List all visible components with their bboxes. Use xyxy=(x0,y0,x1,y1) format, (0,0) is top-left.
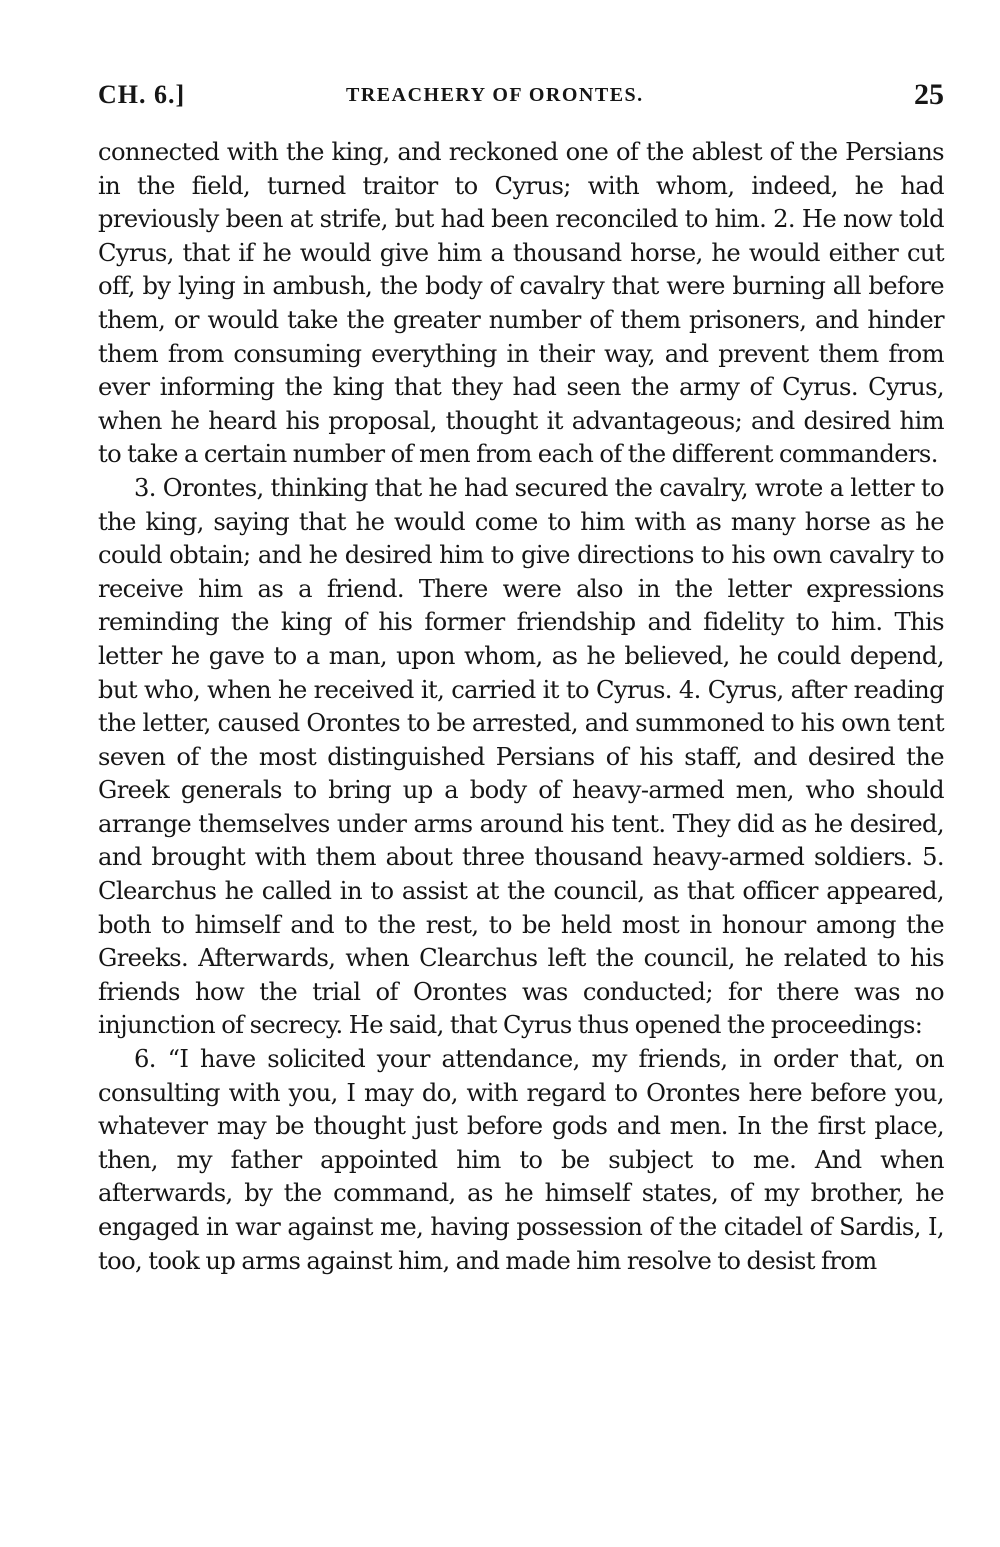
page-number: 25 xyxy=(914,78,944,111)
chapter-marker: CH. 6.] xyxy=(98,80,186,109)
running-head xyxy=(98,80,944,116)
paragraph-continuation: connected with the king, and reckoned one of the ablest of the Persians in the field, turned traitor to Cyrus; with whom, indeed, he had previously been at strife, but had been reconciled to him. 2. He now told Cyrus, that if he would give him a thousand horse, he would either cut off, by lying in ambush, the body of cavalry that were burning all before them, or would take the greater number of them prisoners, and hinder them from consuming everything in their way, and prevent them from ever informing the king that they had seen the army of Cyrus. Cyrus, when he heard his proposal, thought it advantageous; and desired him to take a certain number of men from each of the different commanders. xyxy=(98,138,944,469)
body-text xyxy=(98,136,944,1278)
paragraph-section-3: 3. Orontes, thinking that he had secured the cavalry, wrote a letter to the king, saying that he would come to him with as many horse as he could obtain; and he desired him to give directions to his own cavalry to receive him as a friend. There were also in the letter expressions reminding the king of his former friendship and fidelity to him. This letter he gave to a man, upon whom, as he believed, he could depend, but who, when he received it, carried it to Cyrus. 4. Cyrus, after reading the letter, caused Orontes to be arrested, and summoned to his own tent seven of the most distinguished Persians of his staff, and desired the Greek generals to bring up a body of heavy-armed men, who should arrange themselves under arms around his tent. They did as he desired, and brought with them about three thousand heavy-armed soldiers. 5. Clearchus he called in to assist at the council, as that officer appeared, both to himself and to the rest, to be held most in honour among the Greeks. Afterwards, when Clearchus left the council, he related to his friends how the trial of Orontes was conducted; for there was no injunction of secrecy. He said, that Cyrus thus opened the proceedings: xyxy=(98,473,944,1040)
paragraph-section-6: 6. “I have solicited your attendance, my friends, in order that, on consulting with you, I may do, with regard to Orontes here before you, whatever may be thought just before gods and men. In the first place, then, my father appointed him to be subject to me. And when afterwards, by the command, as he himself states, of my brother, he engaged in war against me, having possession of the citadel of Sardis, I, too, took up arms against him, and made him resolve to desist from xyxy=(98,1045,944,1275)
running-title: TREACHERY OF ORONTES. xyxy=(346,84,644,106)
